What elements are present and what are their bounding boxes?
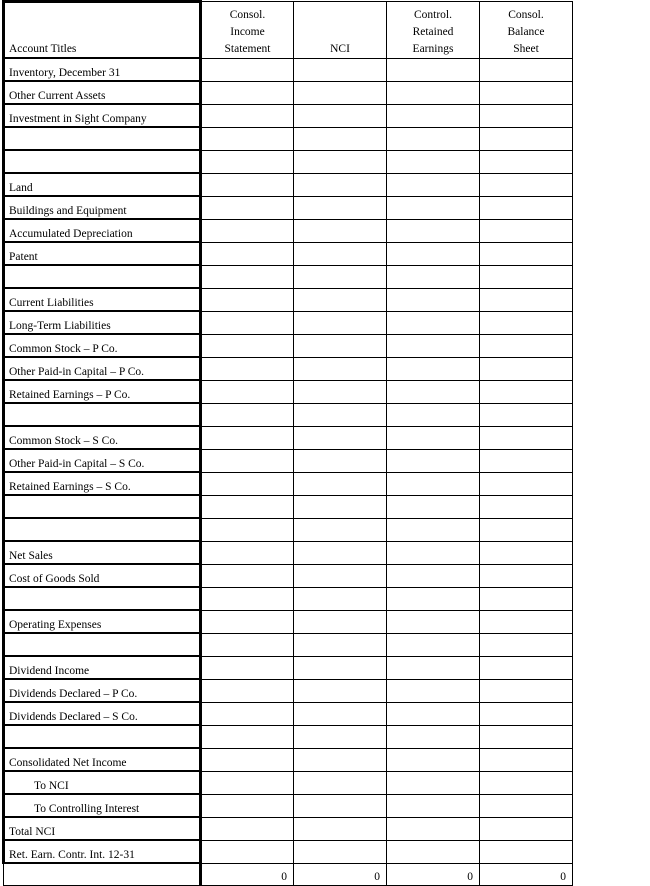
total-value-cell: 0 xyxy=(201,863,294,885)
value-cell[interactable] xyxy=(201,771,294,794)
table-row xyxy=(4,403,573,426)
value-cell[interactable] xyxy=(294,127,387,150)
value-cell[interactable] xyxy=(201,587,294,610)
value-cell[interactable] xyxy=(201,564,294,587)
table-row xyxy=(4,817,573,840)
table-row xyxy=(4,426,573,449)
account-title-cell: Patent xyxy=(4,242,201,265)
value-cell[interactable] xyxy=(294,472,387,495)
table-row xyxy=(4,196,573,219)
value-cell[interactable] xyxy=(480,81,573,104)
value-cell[interactable] xyxy=(387,219,480,242)
table-row xyxy=(4,495,573,518)
table-row xyxy=(4,633,573,656)
value-cell[interactable] xyxy=(201,702,294,725)
value-cell[interactable] xyxy=(294,150,387,173)
value-cell[interactable] xyxy=(480,219,573,242)
account-title-cell: Land xyxy=(4,173,201,196)
table-row xyxy=(4,219,573,242)
value-cell[interactable] xyxy=(294,196,387,219)
value-cell[interactable] xyxy=(294,173,387,196)
value-cell[interactable] xyxy=(480,357,573,380)
table-row xyxy=(4,334,573,357)
value-cell[interactable] xyxy=(201,610,294,633)
header-line: NCI xyxy=(330,42,350,55)
value-cell[interactable] xyxy=(201,633,294,656)
account-title-cell: Retained Earnings – P Co. xyxy=(4,380,201,403)
value-cell[interactable] xyxy=(480,173,573,196)
account-title-cell: Consolidated Net Income xyxy=(4,748,201,771)
value-cell[interactable] xyxy=(201,426,294,449)
value-cell[interactable] xyxy=(294,771,387,794)
account-title-cell: Common Stock – S Co. xyxy=(4,426,201,449)
value-cell[interactable] xyxy=(201,334,294,357)
account-titles-header: Account Titles xyxy=(4,2,201,59)
value-cell[interactable] xyxy=(201,127,294,150)
value-cell[interactable] xyxy=(201,679,294,702)
value-cell[interactable] xyxy=(294,587,387,610)
table-row xyxy=(4,794,573,817)
value-cell[interactable] xyxy=(201,219,294,242)
table-row xyxy=(4,702,573,725)
table-row xyxy=(4,150,573,173)
value-cell[interactable] xyxy=(387,771,480,794)
value-cell[interactable] xyxy=(480,380,573,403)
table-row xyxy=(4,472,573,495)
account-title-cell: Other Paid-in Capital – P Co. xyxy=(4,357,201,380)
value-cell[interactable] xyxy=(201,449,294,472)
value-cell[interactable] xyxy=(201,311,294,334)
table-row xyxy=(4,58,573,81)
value-cell[interactable] xyxy=(201,173,294,196)
value-cell[interactable] xyxy=(387,725,480,748)
account-title-cell: Retained Earnings – S Co. xyxy=(4,472,201,495)
account-title-cell xyxy=(4,150,201,173)
account-title-cell: Net Sales xyxy=(4,541,201,564)
header-line: Retained xyxy=(412,25,454,38)
value-cell[interactable] xyxy=(480,242,573,265)
value-cell[interactable] xyxy=(480,58,573,81)
value-cell[interactable] xyxy=(387,449,480,472)
value-cell[interactable] xyxy=(480,564,573,587)
value-cell[interactable] xyxy=(294,449,387,472)
value-cell[interactable] xyxy=(480,725,573,748)
value-cell[interactable] xyxy=(201,150,294,173)
value-cell[interactable] xyxy=(387,311,480,334)
account-title-cell: Operating Expenses xyxy=(4,610,201,633)
value-cell[interactable] xyxy=(294,288,387,311)
account-title-cell: Dividends Declared – P Co. xyxy=(4,679,201,702)
value-cell[interactable] xyxy=(480,679,573,702)
table-row xyxy=(4,771,573,794)
value-cell[interactable] xyxy=(387,196,480,219)
table-row xyxy=(4,81,573,104)
value-cell[interactable] xyxy=(201,472,294,495)
account-title-cell: Inventory, December 31 xyxy=(4,58,201,81)
value-cell[interactable] xyxy=(294,518,387,541)
value-cell[interactable] xyxy=(480,426,573,449)
value-cell[interactable] xyxy=(387,518,480,541)
value-cell[interactable] xyxy=(294,403,387,426)
value-cell[interactable] xyxy=(387,357,480,380)
value-cell[interactable] xyxy=(294,679,387,702)
value-cell[interactable] xyxy=(387,748,480,771)
table-row xyxy=(4,265,573,288)
value-cell[interactable] xyxy=(387,587,480,610)
value-cell[interactable] xyxy=(480,748,573,771)
table-row xyxy=(4,357,573,380)
total-value-cell: 0 xyxy=(294,863,387,885)
table-row xyxy=(4,679,573,702)
value-cell[interactable] xyxy=(201,725,294,748)
account-title-cell: Total NCI xyxy=(4,817,201,840)
value-cell[interactable] xyxy=(294,702,387,725)
account-title-cell: Dividend Income xyxy=(4,656,201,679)
value-cell[interactable] xyxy=(480,196,573,219)
total-value-cell: 0 xyxy=(387,863,480,885)
value-cell[interactable] xyxy=(480,311,573,334)
value-cell[interactable] xyxy=(387,265,480,288)
value-cell[interactable] xyxy=(294,81,387,104)
value-cell[interactable] xyxy=(201,656,294,679)
value-cell[interactable] xyxy=(387,81,480,104)
value-cell[interactable] xyxy=(387,610,480,633)
value-cell[interactable] xyxy=(294,794,387,817)
value-cell[interactable] xyxy=(294,357,387,380)
account-title-cell xyxy=(4,633,201,656)
account-title-cell: Other Paid-in Capital – S Co. xyxy=(4,449,201,472)
control-retained-earnings-header xyxy=(387,2,480,59)
table-row xyxy=(4,587,573,610)
value-cell[interactable] xyxy=(387,472,480,495)
value-cell[interactable] xyxy=(201,840,294,863)
value-cell[interactable] xyxy=(294,495,387,518)
value-cell[interactable] xyxy=(294,265,387,288)
consolidation-worksheet-table xyxy=(2,0,573,886)
value-cell[interactable] xyxy=(387,242,480,265)
table-row xyxy=(4,449,573,472)
value-cell[interactable] xyxy=(480,288,573,311)
value-cell[interactable] xyxy=(480,633,573,656)
header-row xyxy=(4,2,573,59)
value-cell[interactable] xyxy=(201,541,294,564)
header-line: Balance xyxy=(507,25,545,38)
account-title-cell: Ret. Earn. Contr. Int. 12-31 xyxy=(4,840,201,863)
value-cell[interactable] xyxy=(201,403,294,426)
value-cell[interactable] xyxy=(201,242,294,265)
value-cell[interactable] xyxy=(480,495,573,518)
table-row xyxy=(4,840,573,863)
table-row xyxy=(4,104,573,127)
worksheet xyxy=(2,0,573,886)
value-cell[interactable] xyxy=(387,380,480,403)
value-cell[interactable] xyxy=(480,610,573,633)
table-row xyxy=(4,541,573,564)
account-title-cell: To NCI xyxy=(4,771,201,794)
table-row xyxy=(4,288,573,311)
table-row xyxy=(4,725,573,748)
value-cell[interactable] xyxy=(387,426,480,449)
value-cell[interactable] xyxy=(201,288,294,311)
account-title-cell: Dividends Declared – S Co. xyxy=(4,702,201,725)
value-cell[interactable] xyxy=(387,495,480,518)
header-line: Control. xyxy=(413,8,452,21)
table-row xyxy=(4,173,573,196)
table-row xyxy=(4,242,573,265)
table-row xyxy=(4,748,573,771)
value-cell[interactable] xyxy=(480,702,573,725)
value-cell[interactable] xyxy=(294,242,387,265)
value-cell[interactable] xyxy=(294,426,387,449)
account-title-cell xyxy=(4,495,201,518)
value-cell[interactable] xyxy=(294,334,387,357)
account-title-cell xyxy=(4,265,201,288)
value-cell[interactable] xyxy=(294,58,387,81)
value-cell[interactable] xyxy=(201,104,294,127)
value-cell[interactable] xyxy=(387,679,480,702)
header-line: Consol. xyxy=(229,8,266,21)
value-cell[interactable] xyxy=(480,541,573,564)
value-cell[interactable] xyxy=(480,771,573,794)
value-cell[interactable] xyxy=(480,840,573,863)
header-line: Income xyxy=(230,25,265,38)
consol-balance-sheet-header xyxy=(480,2,573,59)
value-cell[interactable] xyxy=(387,127,480,150)
value-cell[interactable] xyxy=(387,58,480,81)
table-row xyxy=(4,127,573,150)
header-line: Sheet xyxy=(513,42,539,55)
table-row xyxy=(4,656,573,679)
value-cell[interactable] xyxy=(294,633,387,656)
value-cell[interactable] xyxy=(480,794,573,817)
header-line: Earnings xyxy=(412,42,454,55)
value-cell[interactable] xyxy=(294,541,387,564)
value-cell[interactable] xyxy=(387,150,480,173)
value-cell[interactable] xyxy=(480,150,573,173)
account-title-cell: Long-Term Liabilities xyxy=(4,311,201,334)
value-cell[interactable] xyxy=(294,380,387,403)
totals-label-cell xyxy=(4,863,201,885)
value-cell[interactable] xyxy=(294,311,387,334)
value-cell[interactable] xyxy=(480,127,573,150)
value-cell[interactable] xyxy=(480,656,573,679)
value-cell[interactable] xyxy=(201,357,294,380)
value-cell[interactable] xyxy=(294,564,387,587)
value-cell[interactable] xyxy=(387,564,480,587)
nci-header xyxy=(294,2,387,59)
account-title-cell: Other Current Assets xyxy=(4,81,201,104)
value-cell[interactable] xyxy=(387,334,480,357)
table-row xyxy=(4,610,573,633)
value-cell[interactable] xyxy=(480,587,573,610)
account-title-cell xyxy=(4,127,201,150)
value-cell[interactable] xyxy=(294,656,387,679)
value-cell[interactable] xyxy=(387,633,480,656)
value-cell[interactable] xyxy=(480,518,573,541)
header-line: Consol. xyxy=(508,8,544,21)
header-line: Statement xyxy=(224,42,271,55)
table-row xyxy=(4,518,573,541)
value-cell[interactable] xyxy=(387,104,480,127)
value-cell[interactable] xyxy=(387,541,480,564)
value-cell[interactable] xyxy=(480,265,573,288)
value-cell[interactable] xyxy=(294,840,387,863)
value-cell[interactable] xyxy=(201,495,294,518)
value-cell[interactable] xyxy=(294,817,387,840)
value-cell[interactable] xyxy=(201,196,294,219)
value-cell[interactable] xyxy=(387,403,480,426)
value-cell[interactable] xyxy=(201,794,294,817)
value-cell[interactable] xyxy=(294,104,387,127)
account-title-cell xyxy=(4,725,201,748)
value-cell[interactable] xyxy=(294,725,387,748)
totals-row xyxy=(4,863,573,885)
value-cell[interactable] xyxy=(387,173,480,196)
table-row xyxy=(4,564,573,587)
value-cell[interactable] xyxy=(387,794,480,817)
value-cell[interactable] xyxy=(480,472,573,495)
account-title-cell: To Controlling Interest xyxy=(4,794,201,817)
value-cell[interactable] xyxy=(480,334,573,357)
value-cell[interactable] xyxy=(480,817,573,840)
value-cell[interactable] xyxy=(387,702,480,725)
value-cell[interactable] xyxy=(387,656,480,679)
value-cell[interactable] xyxy=(201,518,294,541)
account-title-cell: Accumulated Depreciation xyxy=(4,219,201,242)
value-cell[interactable] xyxy=(480,449,573,472)
value-cell[interactable] xyxy=(201,817,294,840)
value-cell[interactable] xyxy=(201,748,294,771)
value-cell[interactable] xyxy=(480,104,573,127)
account-title-cell xyxy=(4,518,201,541)
value-cell[interactable] xyxy=(294,219,387,242)
account-title-cell: Cost of Goods Sold xyxy=(4,564,201,587)
value-cell[interactable] xyxy=(387,840,480,863)
value-cell[interactable] xyxy=(480,403,573,426)
account-title-cell: Current Liabilities xyxy=(4,288,201,311)
account-title-cell: Common Stock – P Co. xyxy=(4,334,201,357)
table-row xyxy=(4,311,573,334)
consol-income-statement-header xyxy=(201,2,294,59)
account-title-cell xyxy=(4,587,201,610)
account-title-cell: Investment in Sight Company xyxy=(4,104,201,127)
value-cell[interactable] xyxy=(387,817,480,840)
value-cell[interactable] xyxy=(294,748,387,771)
account-title-cell xyxy=(4,403,201,426)
value-cell[interactable] xyxy=(201,265,294,288)
value-cell[interactable] xyxy=(201,58,294,81)
value-cell[interactable] xyxy=(201,81,294,104)
total-value-cell: 0 xyxy=(480,863,573,885)
value-cell[interactable] xyxy=(294,610,387,633)
value-cell[interactable] xyxy=(387,288,480,311)
value-cell[interactable] xyxy=(201,380,294,403)
account-title-cell: Buildings and Equipment xyxy=(4,196,201,219)
table-row xyxy=(4,380,573,403)
